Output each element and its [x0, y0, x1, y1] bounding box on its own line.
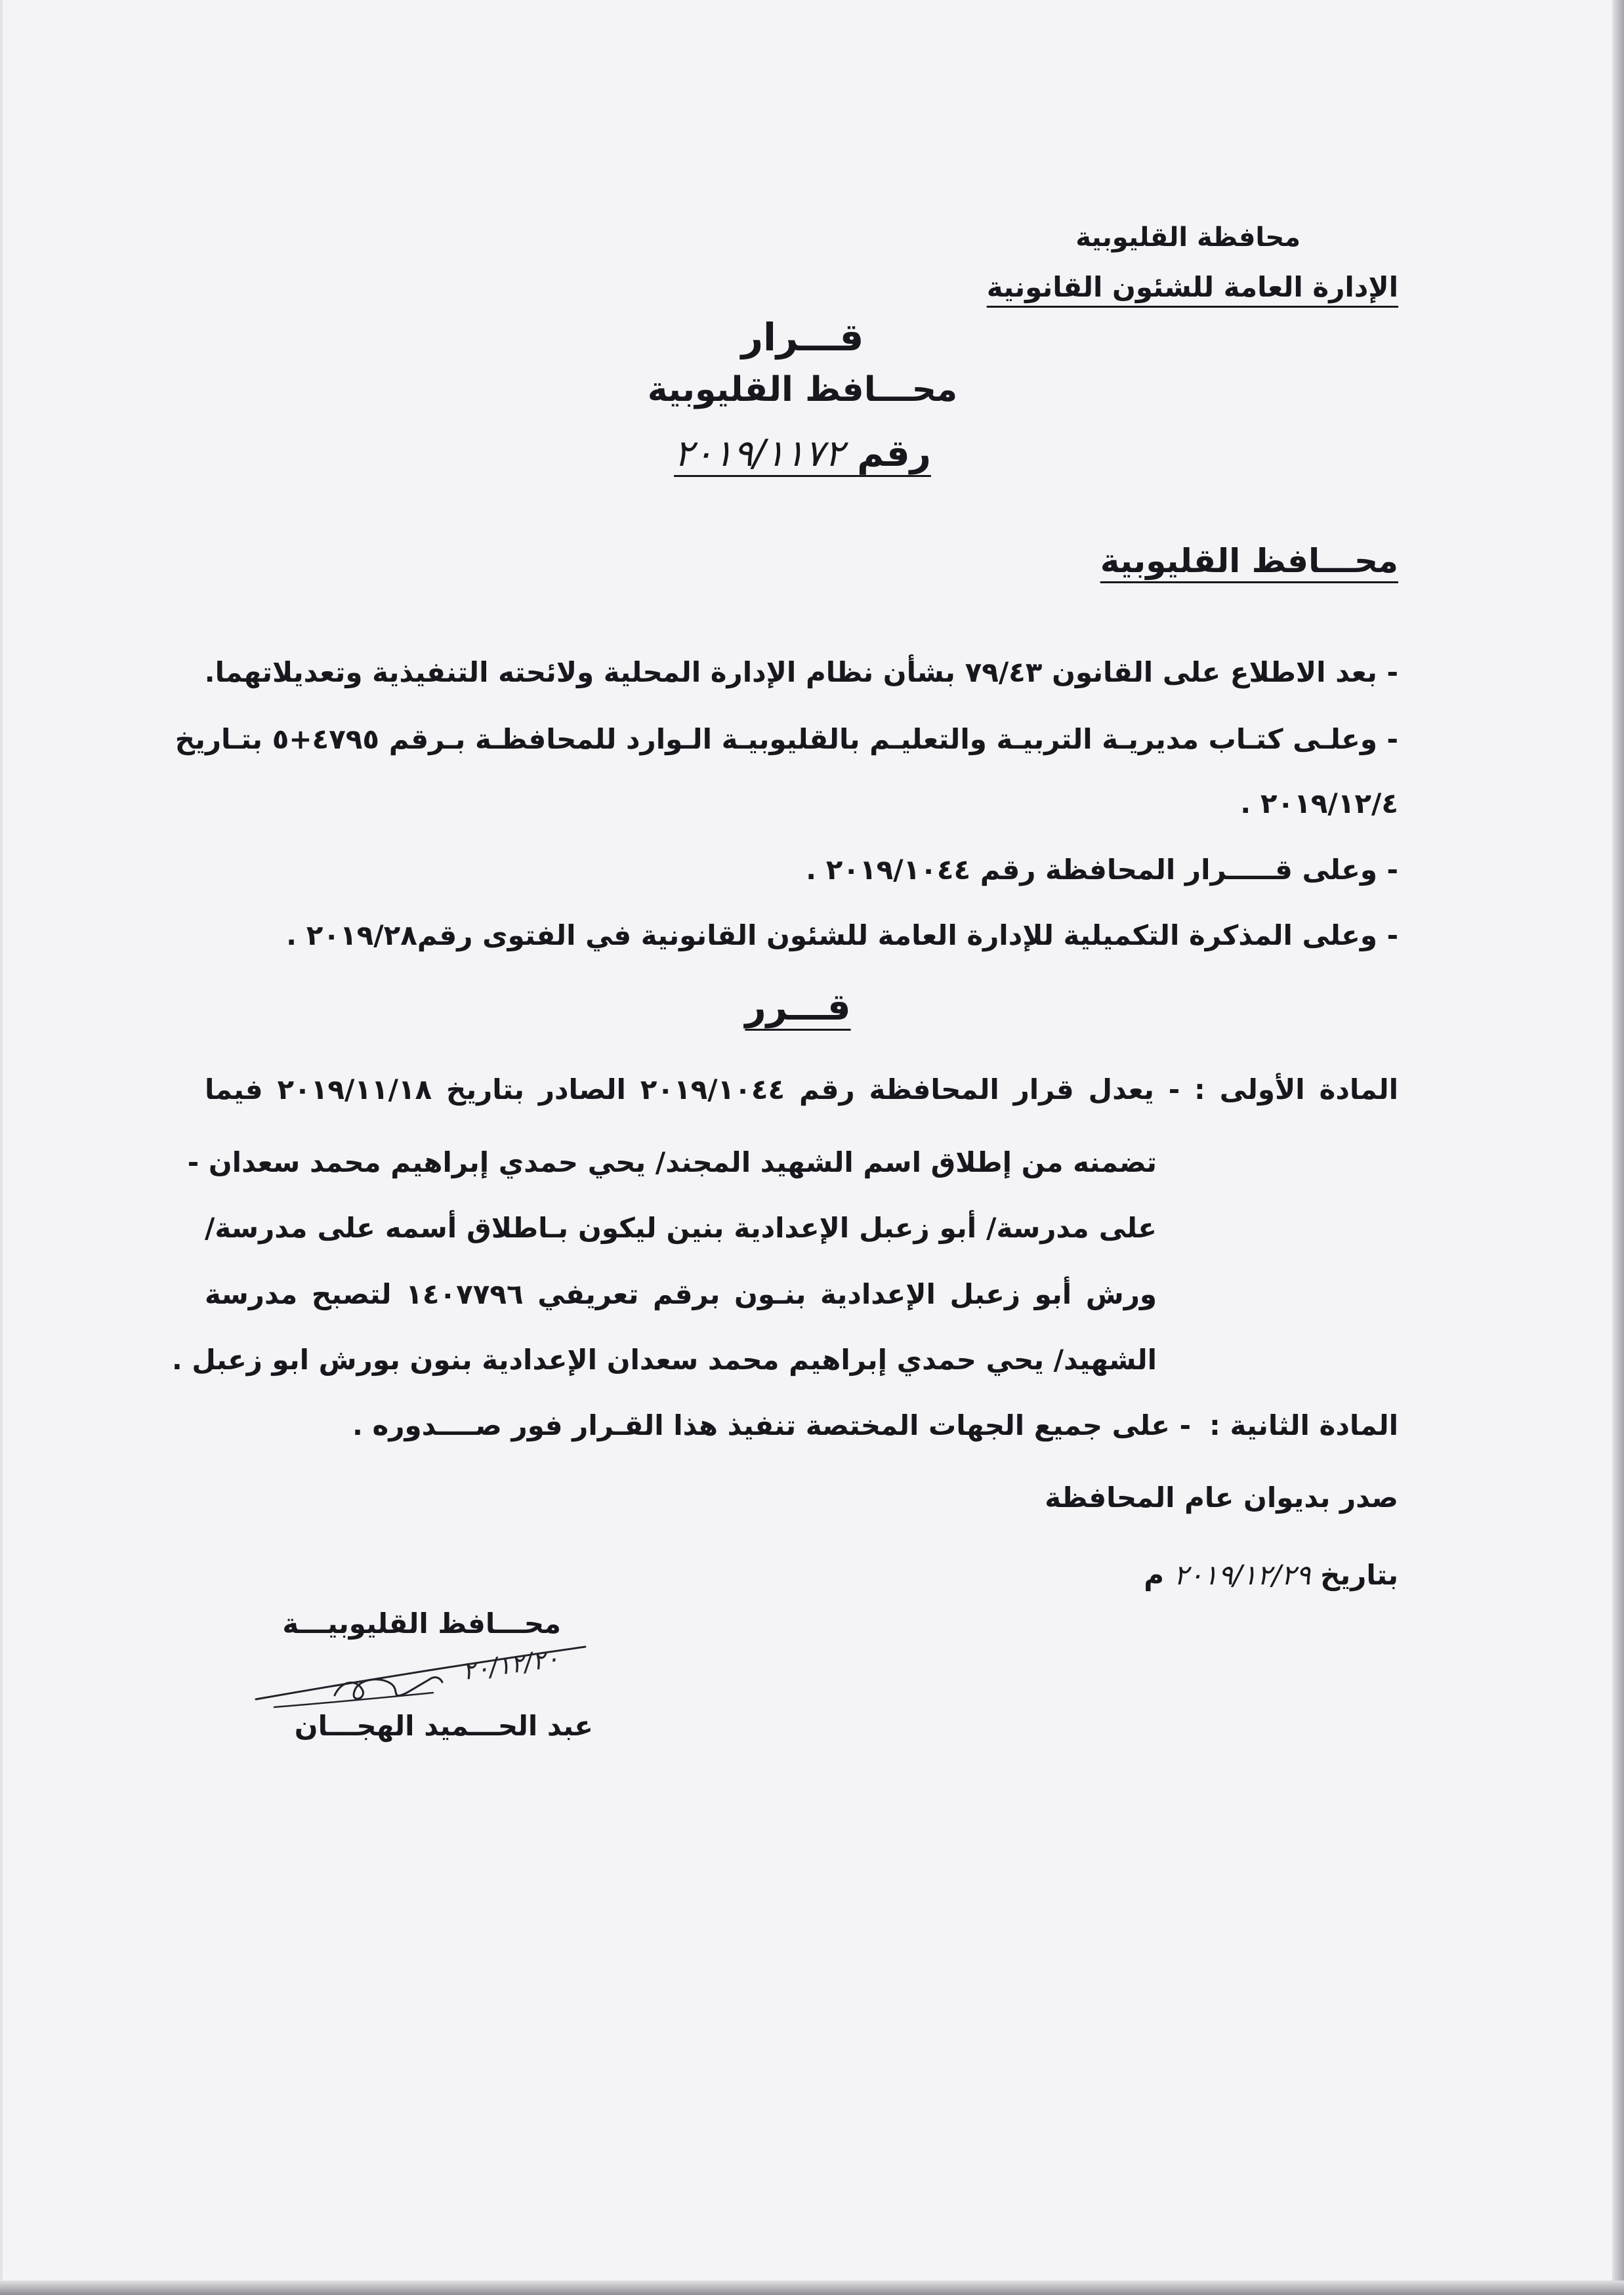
handwritten-signature	[236, 1627, 604, 1719]
issue-date-label: بتاريخ	[1320, 1559, 1398, 1591]
scan-right-edge	[1612, 0, 1624, 2295]
decision-number	[674, 432, 931, 475]
preamble-item: - وعلى المذكرة التكميلية للإدارة العامة للشئون القانونية في الفتوى رقم٢٠١٩/٢٨ .	[286, 919, 1398, 951]
issue-date-value: ٢٠١٩/١٢/٢٩	[1173, 1559, 1311, 1591]
decided-heading: قـــرر	[745, 986, 851, 1029]
decision-issuer: محـــافظ القليوبية	[647, 370, 958, 409]
signature-handwritten-date: ٢٠/١٢/٢٠	[460, 1644, 561, 1686]
decided-line	[0, 982, 1596, 1034]
article-second-line	[352, 1406, 1398, 1445]
preamble-item: - بعد الاطلاع على القانون ٧٩/٤٣ بشأن نظام الإدارة المحلية ولائحته التنفيذية وتعديلاتهما.	[204, 656, 1398, 688]
article-text: - يعدل قرار المحافظة رقم ٢٠١٩/١٠٤٤ الصادر بتاريخ ٢٠١٩/١١/١٨ فيما	[205, 1073, 1180, 1106]
issue-date-line	[1144, 1556, 1398, 1595]
article-first-line	[205, 1070, 1398, 1109]
decision-number-line	[0, 428, 1605, 480]
preamble-item: - وعلى قـــــرار المحافظة رقم ٢٠١٩/١٠٤٤ .	[806, 854, 1398, 886]
issue-date-suffix: م	[1144, 1559, 1165, 1591]
article-label: المادة الثانية :	[1209, 1409, 1398, 1441]
article-text: - على جميع الجهات المختصة تنفيذ هذا القـرار فور صــــدوره .	[352, 1409, 1192, 1441]
department-line	[987, 268, 1398, 307]
decision-title: قـــرار	[741, 315, 864, 360]
department-name: الإدارة العامة للشئون القانونية	[986, 271, 1398, 303]
signatory-name: عبد الحـــميد الهجـــان	[294, 1710, 593, 1742]
article-text-line: ورش أبو زعبل الإعدادية بنـون برقم تعريفي ١٤٠٧٧٩٦ لتصبح مدرسة	[205, 1278, 1157, 1310]
article-text-line: على مدرسة/ أبو زعبل الإعدادية بنين ليكون بـاطلاق أسمه على مدرسة/	[205, 1212, 1157, 1244]
governorate-name: محافظة القليوبية	[1075, 222, 1301, 253]
scan-bottom-edge	[0, 2281, 1624, 2295]
heading-line	[1100, 538, 1398, 584]
section-heading: محـــافظ القليوبية	[1100, 542, 1398, 580]
signatory-title: محـــافظ القليوبيـــة	[282, 1607, 561, 1640]
article-text-line: تضمنه من إطلاق اسم الشهيد المجند/ يحي حمدي إبراهيم محمد سعدان -	[187, 1146, 1157, 1178]
article-text-line: الشهيد/ يحي حمدي إبراهيم محمد سعدان الإعدادية بنون بورش ابو زعبل .	[171, 1344, 1157, 1376]
article-label: المادة الأولى :	[1194, 1073, 1398, 1106]
decision-number-label: رقم	[857, 432, 931, 475]
decision-number-value: ٢٠١٩/١١٧٢	[674, 432, 844, 475]
preamble-item: - وعلـى كتـاب مديريـة التربيـة والتعليـم بالقليوبيـة الـوارد للمحافظـة بـرقم ٤٧٩٥+٥ بتـاريخ	[175, 723, 1398, 755]
issued-at: صدر بديوان عام المحافظة	[1045, 1481, 1398, 1514]
preamble-item-continuation: ٢٠١٩/١٢/٤ .	[1240, 787, 1398, 819]
